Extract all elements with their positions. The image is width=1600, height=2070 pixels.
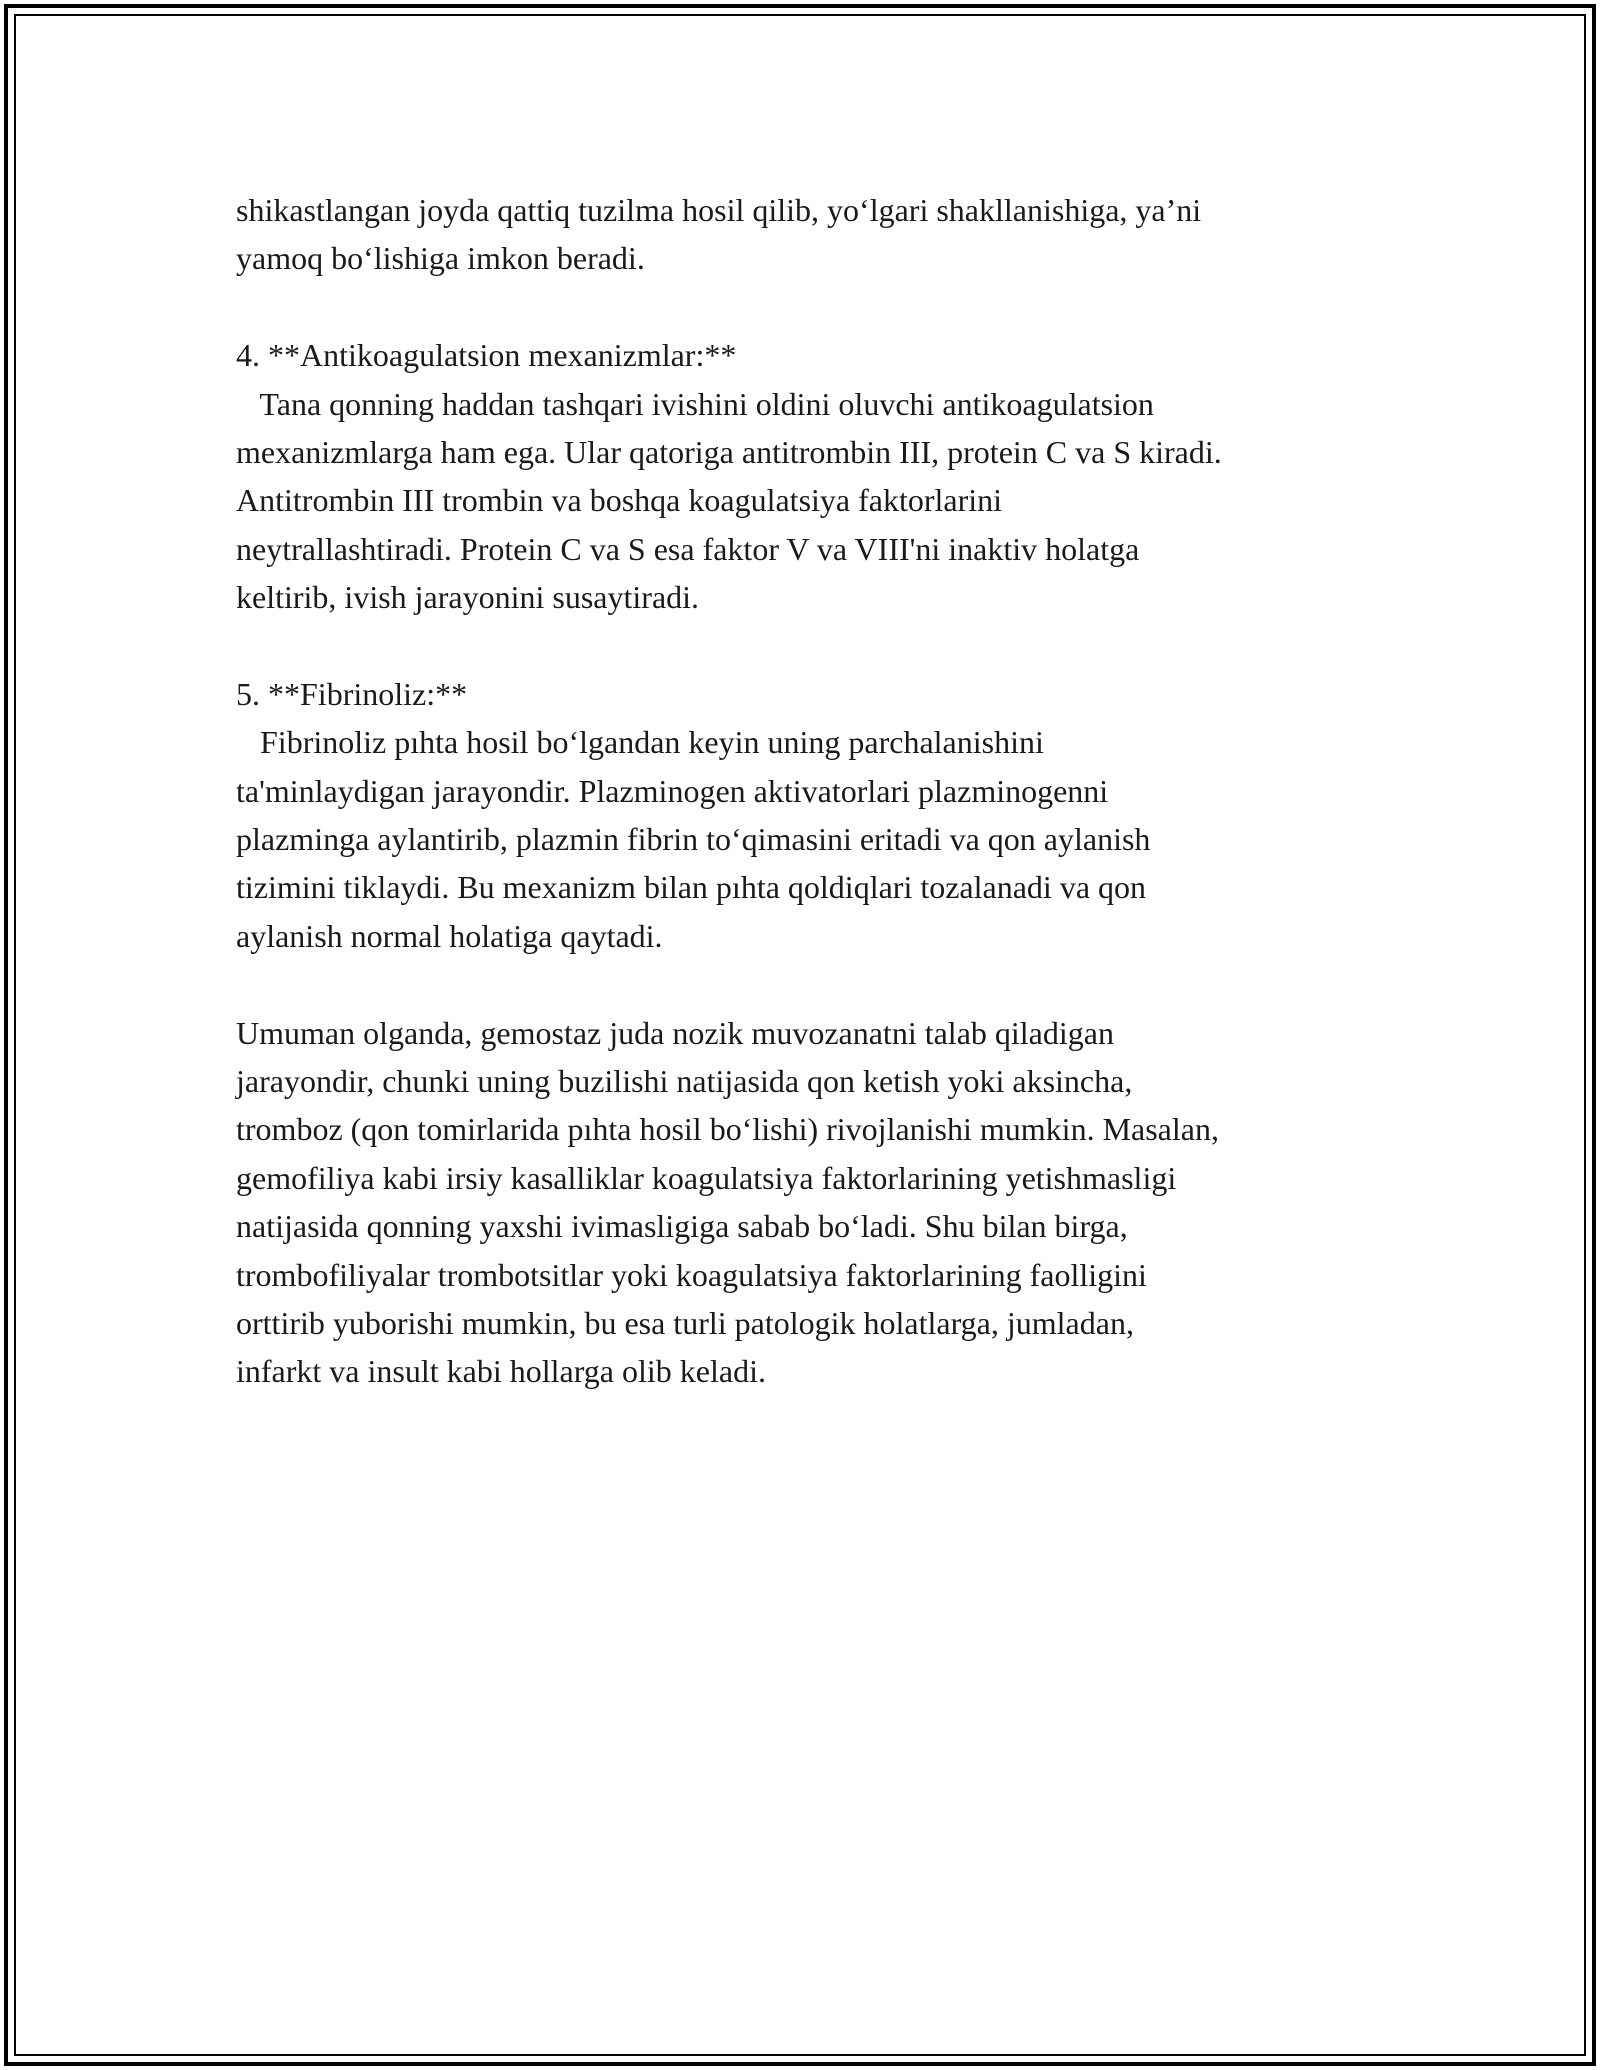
text-line: Antitrombin III trombin va boshqa koagulatsiya faktorlarini [236, 482, 1003, 519]
text-line: orttirib yuborishi mumkin, bu esa turli patologik holatlarga, jumladan, [236, 1304, 1134, 1341]
section-fibrinoliz [236, 670, 1376, 960]
section-heading: 5. **Fibrinoliz:** [236, 675, 468, 712]
text-line: keltirib, ivish jarayonini susaytiradi. [236, 579, 700, 616]
text-line: Tana qonning haddan tashqari ivishini oldini oluvchi antikoagulatsion [236, 385, 1154, 422]
paragraph-spacer [236, 960, 1376, 1008]
text-line: infarkt va insult kabi hollarga olib keladi. [236, 1353, 766, 1390]
text-line: shikastlangan joyda qattiq tuzilma hosil qilib, yo‘lgari shakllanishiga, ya’ni [236, 192, 1202, 228]
text-line: natijasida qonning yaxshi ivimasligiga sabab bo‘ladi. Shu bilan birga, [236, 1208, 1128, 1245]
text-line: Fibrinoliz pıhta hosil bo‘lgandan keyin uning parchalanishini [236, 724, 1044, 761]
text-line: mexanizmlarga ham ega. Ular qatoriga antitrombin III, protein C va S kiradi. [236, 433, 1222, 470]
continuation-paragraph [236, 186, 1376, 283]
text-line: tizimini tiklaydi. Bu mexanizm bilan pıhta qoldiqlari tozalanadi va qon [236, 869, 1147, 906]
text-line: gemofiliya kabi irsiy kasalliklar koagulatsiya faktorlarining yetishmasligi [236, 1159, 1177, 1196]
section-antikoagulatsion [236, 331, 1376, 621]
text-line: ta'minlaydigan jarayondir. Plazminogen aktivatorlari plazminogenni [236, 772, 1109, 809]
text-line: Umuman olganda, gemostaz juda nozik muvozanatni talab qiladigan [236, 1014, 1114, 1051]
section-heading: 4. **Antikoagulatsion mexanizmlar:** [236, 337, 737, 374]
paragraph-spacer [236, 283, 1376, 331]
text-line: plazminga aylantirib, plazmin fibrin to‘qimasini eritadi va qon aylanish [236, 821, 1151, 858]
text-line: tromboz (qon tomirlarida pıhta hosil bo‘lishi) rivojlanishi mumkin. Masalan, [236, 1111, 1219, 1148]
conclusion-paragraph [236, 1009, 1376, 1396]
paragraph-spacer [236, 622, 1376, 670]
text-line: neytrallashtiradi. Protein C va S esa faktor V va VIII'ni inaktiv holatga [236, 530, 1140, 567]
text-line: yamoq bo‘lishiga imkon beradi. [236, 240, 645, 277]
text-line: aylanish normal holatiga qaytadi. [236, 917, 663, 954]
text-line: trombofiliyalar trombotsitlar yoki koagulatsiya faktorlarining faolligini [236, 1256, 1147, 1293]
text-line: jarayondir, chunki uning buzilishi natijasida qon ketish yoki aksincha, [236, 1063, 1133, 1100]
document-body [236, 186, 1376, 1396]
